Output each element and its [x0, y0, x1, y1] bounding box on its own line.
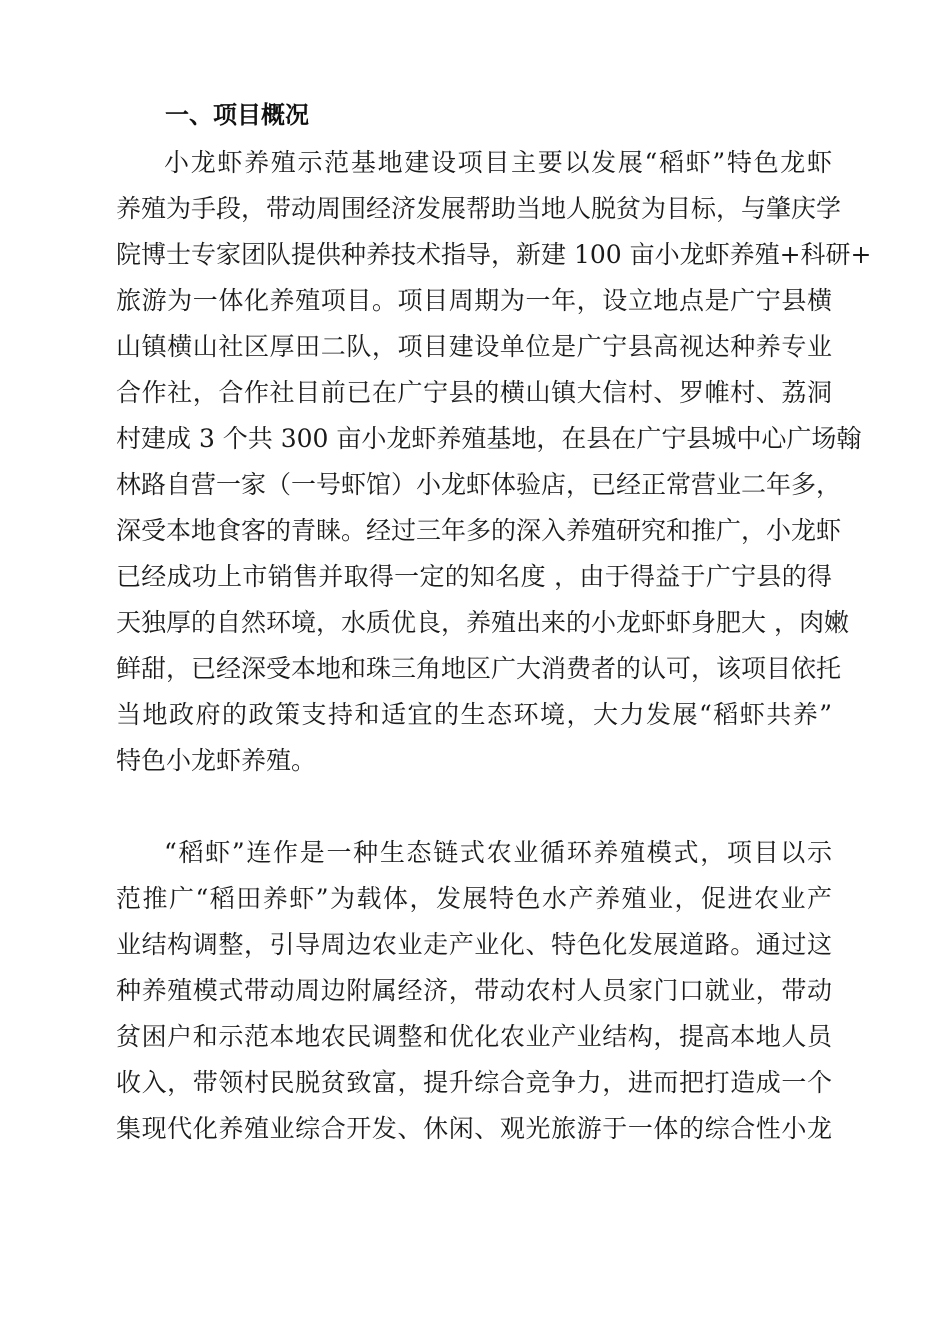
paragraph-1-line: 鲜甜，已经深受本地和珠三角地区广大消费者的认可，该项目依托 [116, 654, 842, 683]
paragraph-1-line: 深受本地食客的青睐。经过三年多的深入养殖研究和推广，小龙虾 [116, 516, 842, 545]
paragraph-1-line: 特色小龙虾养殖。 [116, 746, 317, 775]
paragraph-2-line: 贫困户和示范本地农民调整和优化农业产业结构，提高本地人员 [116, 1022, 832, 1051]
paragraph-2-line: 业结构调整，引导周边农业走产业化、特色化发展道路。通过这 [116, 930, 832, 959]
paragraph-1-line: 天独厚的自然环境，水质优良，养殖出来的小龙虾虾身肥大 ，肉嫩 [116, 608, 849, 637]
paragraph-1-line: 林路自营一家（一号虾馆）小龙虾体验店，已经正常营业二年多， [116, 470, 842, 499]
paragraph-1-line: 已经成功上市销售并取得一定的知名度 ，由于得益于广宁县的得 [116, 562, 832, 591]
paragraph-1-line: 养殖为手段，带动周围经济发展帮助当地人脱贫为目标，与肇庆学 [116, 194, 842, 223]
paragraph-1-line: 合作社，合作社目前已在广宁县的横山镇大信村、罗帷村、荔洞 [116, 378, 832, 407]
section-heading: 一、项目概况 [165, 101, 309, 129]
paragraph-1-line: 山镇横山社区厚田二队，项目建设单位是广宁县高视达种养专业 [116, 332, 832, 361]
paragraph-1-line: 旅游为一体化养殖项目。项目周期为一年，设立地点是广宁县横 [116, 286, 832, 315]
paragraph-1-line: 村建成 3 个共 300 亩小龙虾养殖基地，在县在广宁县城中心广场翰 [116, 424, 862, 453]
paragraph-1-line: 小龙虾养殖示范基地建设项目主要以发展“稻虾”特色龙虾 [164, 148, 832, 177]
paragraph-2-line: “稻虾”连作是一种生态链式农业循环养殖模式，项目以示 [164, 838, 832, 867]
paragraph-2-line: 收入，带领村民脱贫致富，提升综合竞争力，进而把打造成一个 [116, 1068, 832, 1097]
paragraph-2-line: 范推广“稻田养虾”为载体，发展特色水产养殖业，促进农业产 [116, 884, 832, 913]
paragraph-1-line: 院博士专家团队提供种养技术指导，新建 100 亩小龙虾养殖+科研+ [116, 240, 872, 269]
paragraph-2-line: 种养殖模式带动周边附属经济，带动农村人员家门口就业，带动 [116, 976, 832, 1005]
paragraph-2-line: 集现代化养殖业综合开发、休闲、观光旅游于一体的综合性小龙 [116, 1114, 832, 1143]
paragraph-1-line: 当地政府的政策支持和适宜的生态环境，大力发展“稻虾共养” [116, 700, 832, 729]
